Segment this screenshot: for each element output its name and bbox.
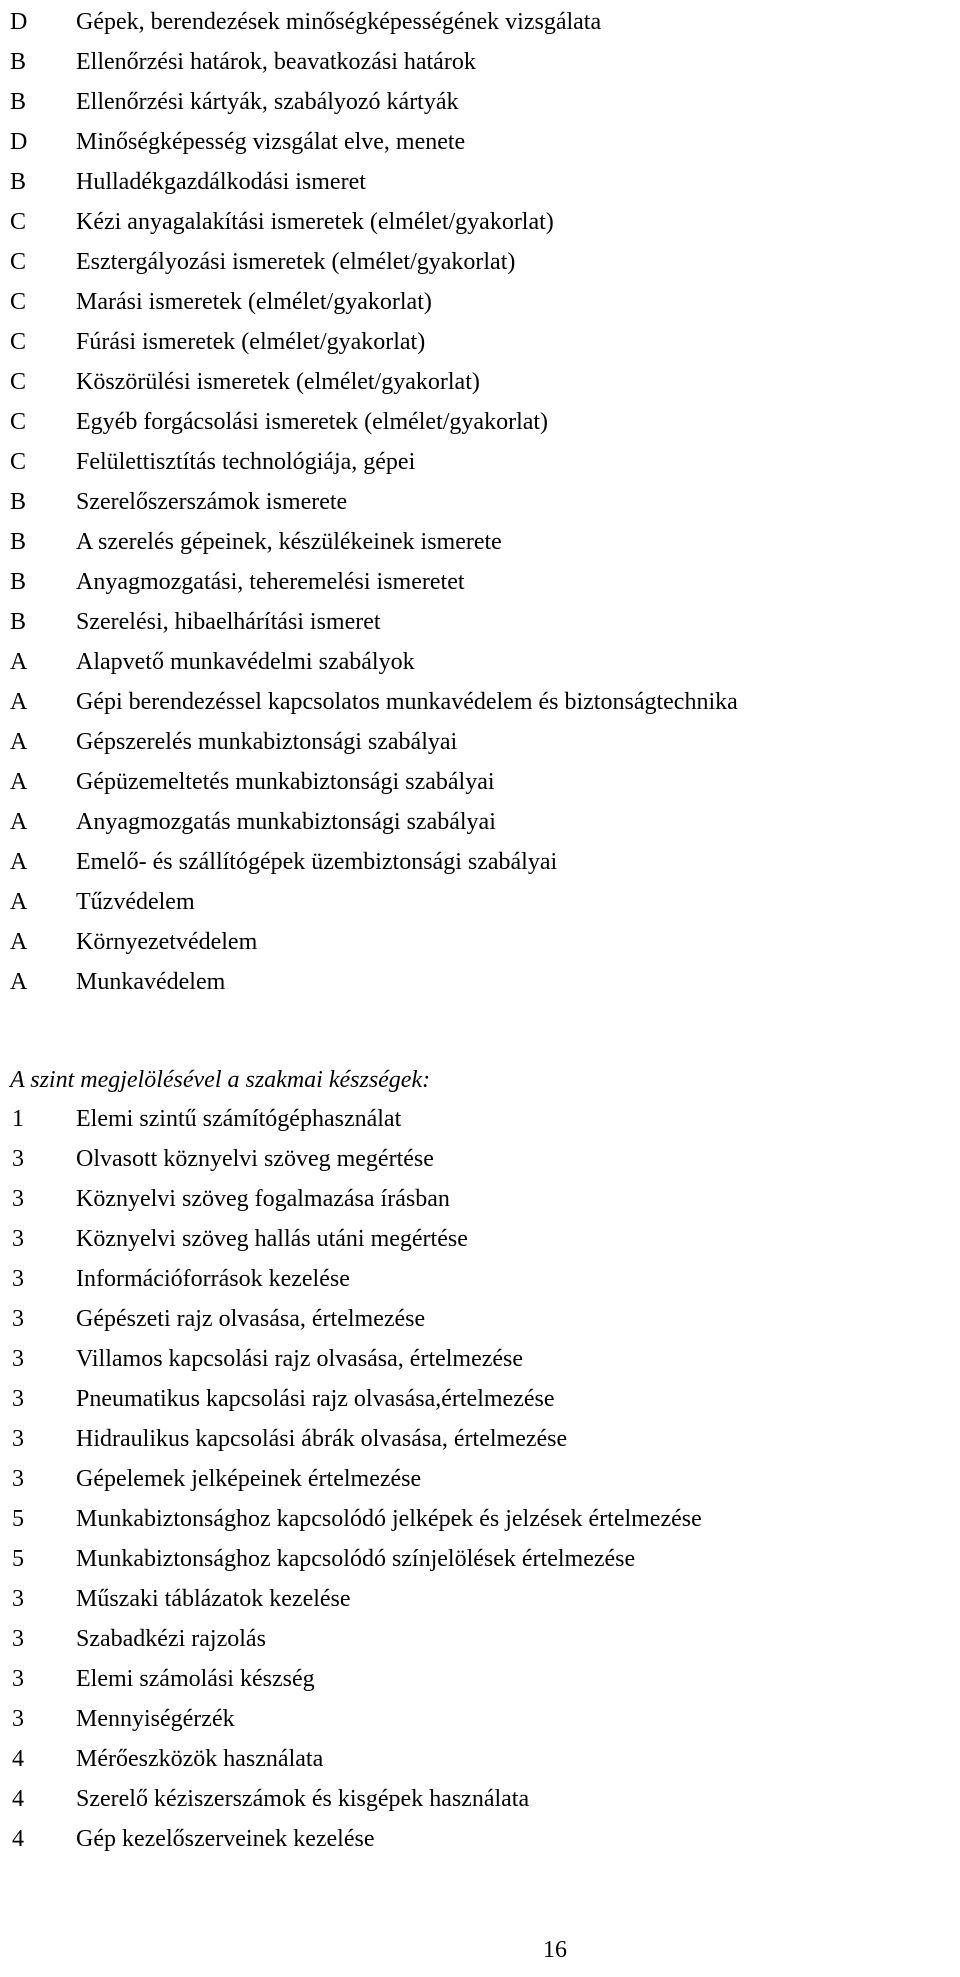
knowledge-row [10, 722, 955, 762]
knowledge-row [10, 242, 955, 282]
item-text: Szerelési, hibaelhárítási ismeret [76, 609, 381, 635]
skill-row [10, 1459, 955, 1499]
level-code: 5 [12, 1506, 24, 1532]
level-code: A [10, 729, 28, 755]
item-text: Hidraulikus kapcsolási ábrák olvasása, értelmezése [76, 1426, 568, 1452]
level-code: C [10, 289, 27, 315]
level-code: A [10, 769, 28, 795]
item-text: Szabadkézi rajzolás [76, 1626, 266, 1652]
item-text: Elemi szintű számítógéphasználat [76, 1106, 402, 1132]
item-text: Környezetvédelem [76, 929, 258, 955]
skill-row [10, 1179, 955, 1219]
level-code: 4 [12, 1786, 24, 1812]
item-text: Gépelemek jelképeinek értelmezése [76, 1466, 422, 1492]
item-text: Kézi anyagalakítási ismeretek (elmélet/gyakorlat) [76, 209, 554, 235]
knowledge-row [10, 162, 955, 202]
knowledge-row [10, 442, 955, 482]
item-text: Egyéb forgácsolási ismeretek (elmélet/gyakorlat) [76, 409, 549, 435]
item-text: Munkabiztonsághoz kapcsolódó jelképek és jelzések értelmezése [76, 1506, 702, 1532]
level-code: 3 [12, 1186, 24, 1212]
skill-row [10, 1539, 955, 1579]
item-text: Gépi berendezéssel kapcsolatos munkavédelem és biztonságtechnika [76, 689, 738, 715]
page-number: 16 [543, 1937, 567, 1963]
item-text: Köszörülési ismeretek (elmélet/gyakorlat) [76, 369, 480, 395]
knowledge-row [10, 122, 955, 162]
item-text: Műszaki táblázatok kezelése [76, 1586, 351, 1612]
item-text: Ellenőrzési kártyák, szabályozó kártyák [76, 89, 459, 115]
skill-row [10, 1099, 955, 1139]
skill-row [10, 1579, 955, 1619]
level-code: 5 [12, 1546, 24, 1572]
item-text: Emelő- és szállítógépek üzembiztonsági szabályai [76, 849, 558, 875]
knowledge-row [10, 362, 955, 402]
level-code: C [10, 209, 27, 235]
level-code: A [10, 889, 28, 915]
level-code: 3 [12, 1666, 24, 1692]
item-text: Elemi számolási készség [76, 1666, 315, 1692]
level-code: D [10, 9, 28, 35]
level-code: A [10, 929, 28, 955]
level-code: 3 [12, 1226, 24, 1252]
knowledge-row [10, 522, 955, 562]
knowledge-row [10, 2, 955, 42]
knowledge-row [10, 82, 955, 122]
item-text: Mennyiségérzék [76, 1706, 235, 1732]
item-text: Olvasott köznyelvi szöveg megértése [76, 1146, 434, 1172]
skill-row [10, 1299, 955, 1339]
skill-row [10, 1779, 955, 1819]
level-code: B [10, 529, 27, 555]
skills-heading: A szint megjelölésével a szakmai készségek: [10, 1067, 431, 1093]
item-text: A szerelés gépeinek, készülékeinek ismerete [76, 529, 502, 555]
level-code: B [10, 169, 27, 195]
level-code: 3 [12, 1426, 24, 1452]
knowledge-row [10, 322, 955, 362]
level-code: C [10, 369, 27, 395]
skill-row [10, 1259, 955, 1299]
item-text: Minőségképesség vizsgálat elve, menete [76, 129, 466, 155]
level-code: 3 [12, 1146, 24, 1172]
knowledge-row [10, 402, 955, 442]
item-text: Tűzvédelem [76, 889, 195, 915]
level-code: A [10, 689, 28, 715]
level-code: A [10, 809, 28, 835]
level-code: 4 [12, 1746, 24, 1772]
skill-row [10, 1819, 955, 1859]
knowledge-row [10, 922, 955, 962]
item-text: Mérőeszközök használata [76, 1746, 324, 1772]
skill-row [10, 1619, 955, 1659]
level-code: B [10, 89, 27, 115]
item-text: Gép kezelőszerveinek kezelése [76, 1826, 375, 1852]
item-text: Felülettisztítás technológiája, gépei [76, 449, 416, 475]
item-text: Gépszerelés munkabiztonsági szabályai [76, 729, 458, 755]
level-code: B [10, 489, 27, 515]
item-text: Köznyelvi szöveg hallás utáni megértése [76, 1226, 468, 1252]
item-text: Köznyelvi szöveg fogalmazása írásban [76, 1186, 450, 1212]
knowledge-row [10, 762, 955, 802]
item-text: Gépüzemeltetés munkabiztonsági szabályai [76, 769, 495, 795]
item-text: Szerelőszerszámok ismerete [76, 489, 348, 515]
level-code: C [10, 449, 27, 475]
skill-row [10, 1139, 955, 1179]
level-code: A [10, 969, 28, 995]
level-code: C [10, 249, 27, 275]
knowledge-row [10, 802, 955, 842]
knowledge-row [10, 562, 955, 602]
level-code: C [10, 409, 27, 435]
knowledge-row [10, 42, 955, 82]
level-code: B [10, 609, 27, 635]
knowledge-row [10, 282, 955, 322]
skill-row [10, 1739, 955, 1779]
item-text: Munkavédelem [76, 969, 226, 995]
item-text: Hulladékgazdálkodási ismeret [76, 169, 366, 195]
item-text: Munkabiztonsághoz kapcsolódó színjelölések értelmezése [76, 1546, 636, 1572]
level-code: 3 [12, 1266, 24, 1292]
skill-row [10, 1419, 955, 1459]
level-code: C [10, 329, 27, 355]
level-code: A [10, 649, 28, 675]
skill-row [10, 1699, 955, 1739]
knowledge-row [10, 202, 955, 242]
item-text: Pneumatikus kapcsolási rajz olvasása,értelmezése [76, 1386, 555, 1412]
item-text: Gépészeti rajz olvasása, értelmezése [76, 1306, 426, 1332]
item-text: Gépek, berendezések minőségképességének vizsgálata [76, 9, 602, 35]
skill-row [10, 1339, 955, 1379]
level-code: 3 [12, 1586, 24, 1612]
level-code: B [10, 569, 27, 595]
item-text: Villamos kapcsolási rajz olvasása, értelmezése [76, 1346, 524, 1372]
level-code: 3 [12, 1706, 24, 1732]
item-text: Fúrási ismeretek (elmélet/gyakorlat) [76, 329, 426, 355]
item-text: Esztergályozási ismeretek (elmélet/gyakorlat) [76, 249, 516, 275]
level-code: 3 [12, 1306, 24, 1332]
item-text: Anyagmozgatás munkabiztonsági szabályai [76, 809, 496, 835]
skill-row [10, 1219, 955, 1259]
level-code: 3 [12, 1466, 24, 1492]
item-text: Szerelő kéziszerszámok és kisgépek használata [76, 1786, 530, 1812]
skill-row [10, 1499, 955, 1539]
level-code: D [10, 129, 28, 155]
level-code: A [10, 849, 28, 875]
skills-list [10, 1099, 955, 1859]
item-text: Anyagmozgatási, teheremelési ismeretet [76, 569, 465, 595]
knowledge-row [10, 962, 955, 1002]
knowledge-row [10, 482, 955, 522]
item-text: Alapvető munkavédelmi szabályok [76, 649, 415, 675]
level-code: 1 [12, 1106, 24, 1132]
skill-row [10, 1659, 955, 1699]
knowledge-row [10, 682, 955, 722]
item-text: Ellenőrzési határok, beavatkozási határok [76, 49, 476, 75]
level-code: 3 [12, 1346, 24, 1372]
skill-row [10, 1379, 955, 1419]
item-text: Marási ismeretek (elmélet/gyakorlat) [76, 289, 432, 315]
knowledge-row [10, 842, 955, 882]
level-code: 4 [12, 1826, 24, 1852]
knowledge-row [10, 642, 955, 682]
level-code: B [10, 49, 27, 75]
level-code: 3 [12, 1626, 24, 1652]
item-text: Információforrások kezelése [76, 1266, 350, 1292]
knowledge-row [10, 602, 955, 642]
knowledge-row [10, 882, 955, 922]
knowledge-list [10, 2, 955, 1002]
level-code: 3 [12, 1386, 24, 1412]
